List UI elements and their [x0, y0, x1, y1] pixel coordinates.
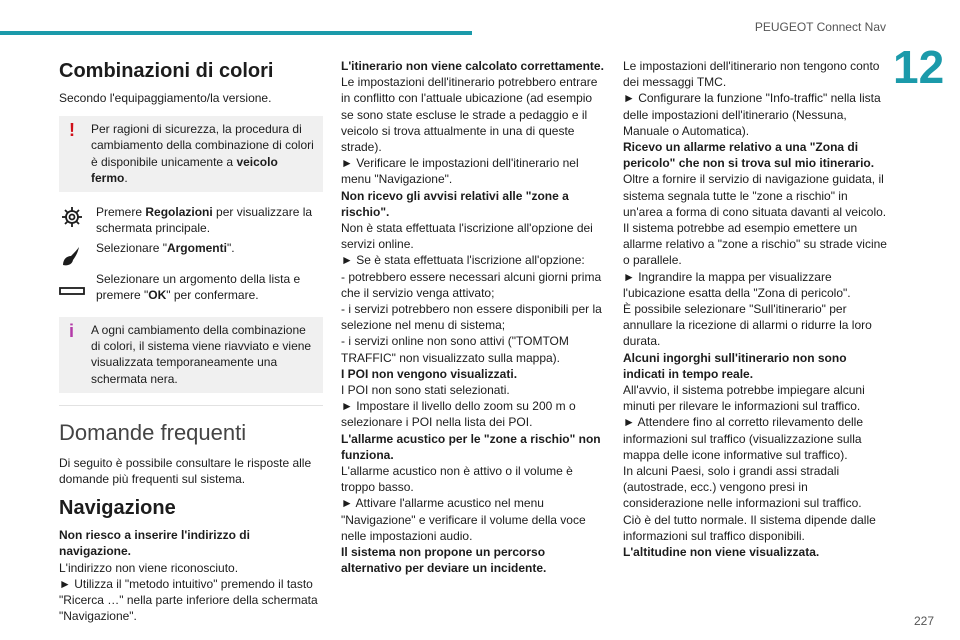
column-3 [623, 58, 889, 560]
faq-answer: Oltre a fornire il servizio di navigazione guidata, il sistema segnala tutte le "zone a rischio" in un'area a forma di cono situata davanti al veicolo. Il sistema potrebbe ad esempio emettere un allarme relativo a "zone a rischio" su strade vicine o parallele. ► Ingrandire la mappa per visualizzare l'ubicazione esatta della "Zona di pericolo". È possibile selezionare "Sull'itinerario" per annullare la ricezione di allarmi o ridurre la loro durata. [623, 172, 887, 349]
faq-answer: I POI non sono stati selezionati. ► Impostare il livello dello zoom su 200 m o selezionare i POI nella lista dei POI. [341, 383, 576, 430]
header-title: PEUGEOT Connect Nav [754, 20, 886, 34]
step-select-theme [59, 271, 323, 303]
gear-icon [59, 204, 85, 230]
warning-note [59, 116, 323, 192]
info-note [59, 317, 323, 393]
column-2 [341, 58, 606, 577]
faq-title: Domande frequenti [59, 419, 247, 445]
page-number: 227 [913, 614, 934, 628]
warning-icon: ! [69, 120, 75, 141]
step-select-text: Selezionare un argomento della lista e premere "OK" per confermare. [96, 271, 301, 302]
step-settings-text: Premere Regolazioni per visualizzare la schermata principale. [96, 205, 313, 236]
step-settings [59, 204, 323, 236]
faq-question: L'altitudine non viene visualizzata. [623, 545, 820, 560]
warning-text: Per ragioni di sicurezza, la procedura di cambiamento della combinazione di colori è disponibile unicamente a veicolo fermo. [91, 122, 314, 185]
palette-icon [59, 244, 85, 270]
faq-answer: L'allarme acustico non è attivo o il volume è troppo basso. ► Attivare l'allarme acustico nel menu "Navigazione" e verificare il volume della voce nelle impostazioni audio. [341, 464, 586, 543]
faq-intro: Di seguito è possibile consultare le risposte alle domande più frequenti sul sistema. [59, 455, 312, 487]
section-divider [59, 405, 323, 406]
list-bar-icon [59, 279, 85, 305]
info-icon: i [69, 321, 75, 342]
info-text: A ogni cambiamento della combinazione di colori, il sistema viene riavviato e viene visualizzata temporaneamente una schermata nera. [91, 323, 312, 386]
faq-question: Il sistema non propone un percorso alternativo per deviare un incidente. [341, 545, 547, 576]
navigation-title: Navigazione [59, 497, 176, 520]
header-accent-bar [0, 31, 472, 35]
faq-question: Non ricevo gli avvisi relativi alle "zone a rischio". [341, 188, 569, 219]
faq-question: L'itinerario non viene calcolato correttamente. [341, 59, 604, 73]
faq-question: Ricevo un allarme relativo a una "Zona di pericolo" che non si trova sul mio itinerario. [623, 140, 875, 171]
faq-question: Non riesco a inserire l'indirizzo di navigazione. [59, 528, 250, 559]
step-themes-text: Selezionare "Argomenti". [96, 241, 235, 256]
step-themes [59, 240, 323, 256]
faq-answer: Non è stata effettuata l'iscrizione all'opzione dei servizi online. ► Se è stata effettuata l'iscrizione all'opzione: - potrebbero essere necessari alcuni giorni prima che il servizio venga attivato; - i servizi potrebbero non essere disponibili per la selezione nel menu di sistema; - i servizi online non sono attivi ("TOMTOM TRAFFIC" non visualizzato sulla mappa). [341, 221, 602, 365]
column-1 [59, 58, 323, 624]
faq-answer: Le impostazioni dell'itinerario potrebbero entrare in conflitto con l'attuale ubicazione (ad esempio se sono state escluse le strade a pedaggio e il veicolo si trova attualmente in una di queste strade). ► Verificare le impostazioni dell'itinerario nel menu "Navigazione". [341, 75, 598, 187]
faq-question: I POI non vengono visualizzati. [341, 366, 518, 381]
faq-answer: L'indirizzo non viene riconosciuto. ► Utilizza il "metodo intuitivo" premendo il tasto "Ricerca …" nella parte inferiore della schermata "Navigazione". [59, 560, 318, 624]
faq-question: Alcuni ingorghi sull'itinerario non sono indicati in tempo reale. [623, 350, 847, 381]
faq-answer: Le impostazioni dell'itinerario non tengono conto dei messaggi TMC. ► Configurare la funzione "Info-traffic" nella lista delle impostazioni dell'itinerario (Nessuna, Manuale o Automatica). [623, 59, 881, 138]
faq-question: L'allarme acustico per le "zone a rischio" non funziona. [341, 431, 601, 462]
faq-answer: All'avvio, il sistema potrebbe impiegare alcuni minuti per rilevare le informazioni sul traffico. ► Attendere fino al corretto rilevamento delle informazioni sul traffico (visualizzazione sulla mappa delle icone informative sul traffico). In alcuni Paesi, solo i grandi assi stradali (autostrade, ecc.) vengono presi in considerazione nelle informazioni sul traffico. Ciò è del tutto normale. Il sistema dipende dalle informazioni sul traffico disponibili. [623, 383, 876, 543]
chapter-number: 12 [893, 41, 945, 93]
section-title-colors: Combinazioni di colori [59, 60, 274, 82]
intro-text: Secondo l'equipaggiamento/la versione. [59, 91, 272, 105]
